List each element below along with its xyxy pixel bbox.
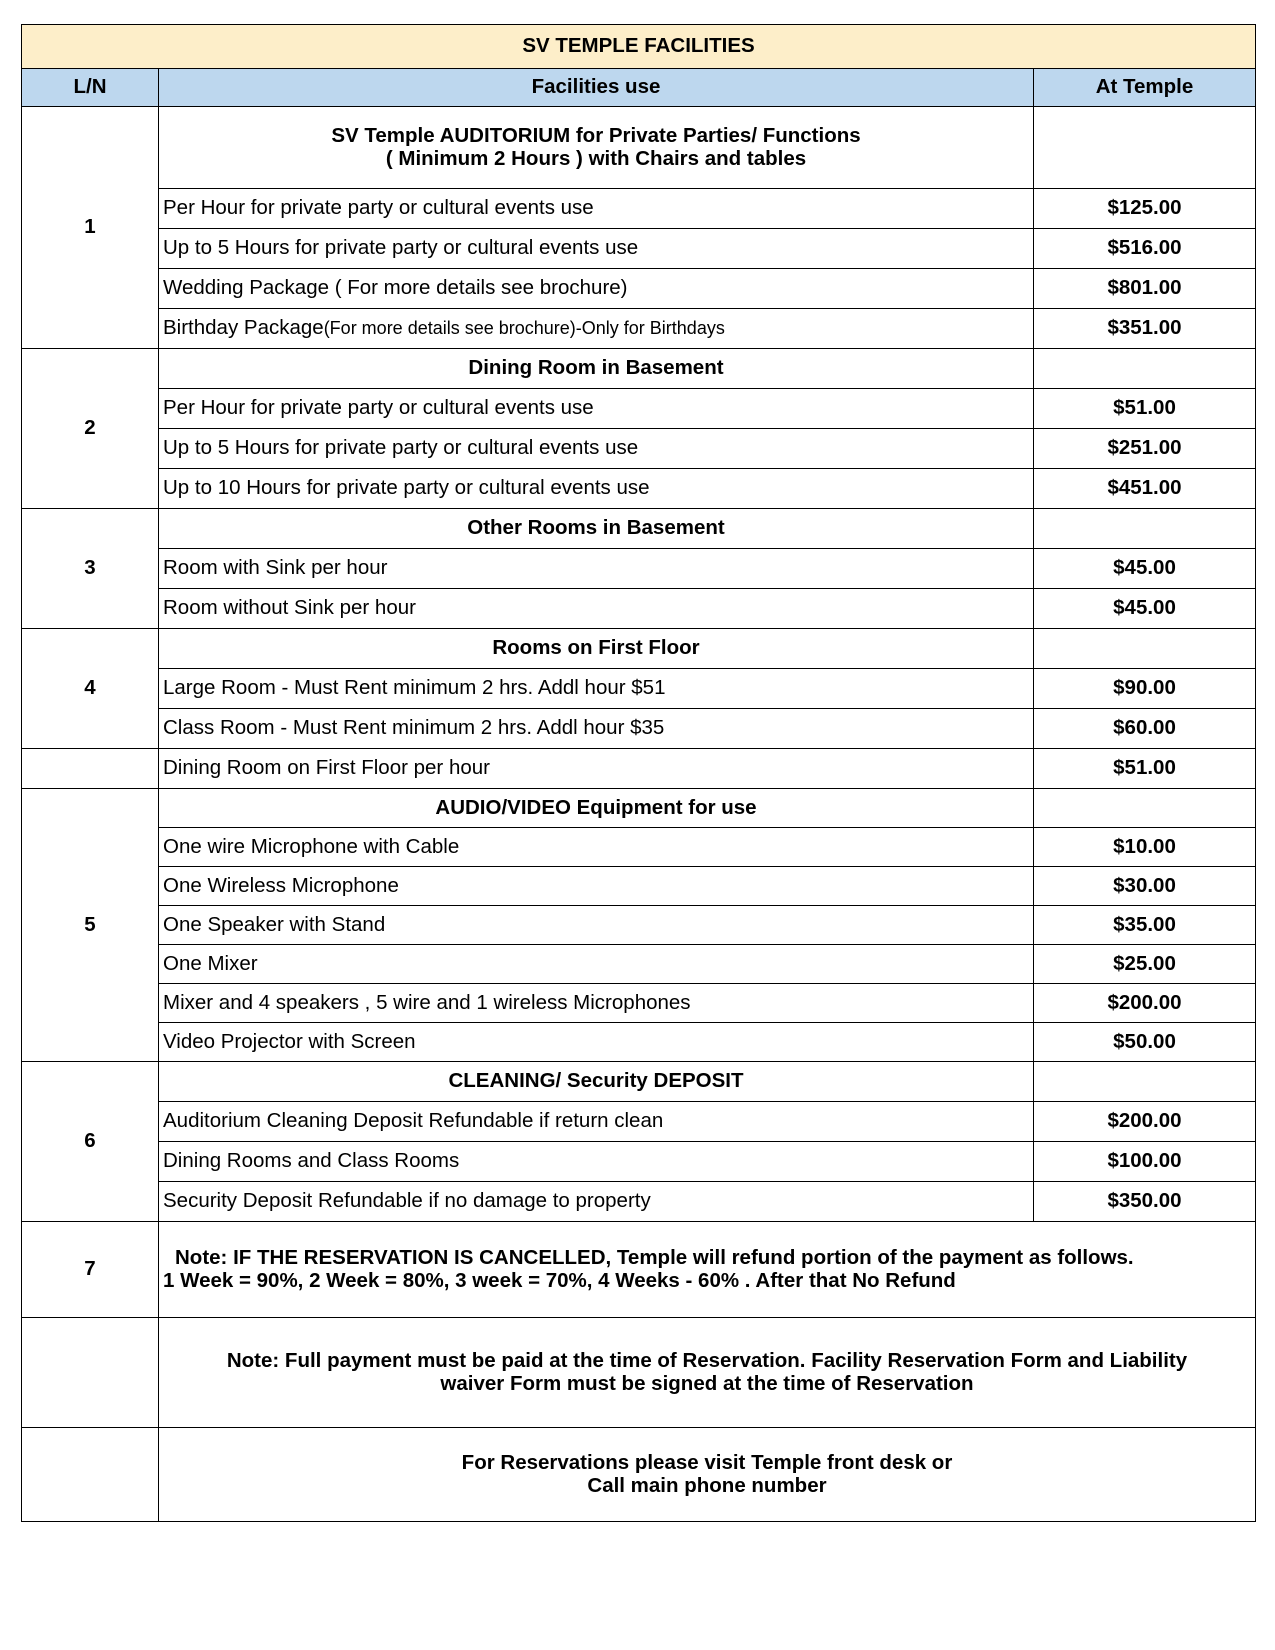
note-7-ln: 7: [22, 1222, 159, 1318]
page-title: SV TEMPLE FACILITIES: [22, 25, 1256, 69]
section-4-ln: 4: [22, 629, 159, 749]
section-2-ln: 2: [22, 349, 159, 509]
item-price: $90.00: [1034, 669, 1256, 709]
section-1-banner-row: [22, 107, 1256, 189]
section-3-ln: 3: [22, 509, 159, 629]
item-price: $35.00: [1034, 906, 1256, 945]
reservations-note: [159, 1428, 1256, 1522]
item-price: $100.00: [1034, 1142, 1256, 1182]
item-description: Per Hour for private party or cultural events use: [159, 189, 1034, 229]
column-header-ln: L/N: [22, 69, 159, 107]
section-6-ln: 6: [22, 1062, 159, 1222]
table-row: [22, 469, 1256, 509]
item-price: $50.00: [1034, 1023, 1256, 1062]
item-price: $251.00: [1034, 429, 1256, 469]
item-price: $200.00: [1034, 984, 1256, 1023]
table-row: [22, 945, 1256, 984]
section-3-heading-row: [22, 509, 1256, 549]
section-4-heading-price-blank: [1034, 629, 1256, 669]
table-row: [22, 828, 1256, 867]
item-price: $45.00: [1034, 549, 1256, 589]
section-4-heading: Rooms on First Floor: [159, 629, 1034, 669]
section-5-heading: AUDIO/VIDEO Equipment for use: [159, 789, 1034, 828]
column-header-facilities-use: Facilities use: [159, 69, 1034, 107]
item-price: $451.00: [1034, 469, 1256, 509]
item-description-note: (For more details see brochure)-Only for Birthdays: [323, 318, 725, 339]
item-description: Security Deposit Refundable if no damage to property: [159, 1182, 1034, 1222]
item-description: Room without Sink per hour: [159, 589, 1034, 629]
cancellation-note-line1: Note: IF THE RESERVATION IS CANCELLED, Temple will refund portion of the payment as follows.: [175, 1245, 1134, 1269]
section-6-heading: CLEANING/ Security DEPOSIT: [159, 1062, 1034, 1102]
item-description: Up to 10 Hours for private party or cultural events use: [159, 469, 1034, 509]
item-price: $125.00: [1034, 189, 1256, 229]
table-row: [22, 189, 1256, 229]
item-description: Mixer and 4 speakers , 5 wire and 1 wireless Microphones: [159, 984, 1034, 1023]
item-description: Room with Sink per hour: [159, 549, 1034, 589]
table-row: [22, 669, 1256, 709]
table-row: [22, 549, 1256, 589]
item-description: Dining Rooms and Class Rooms: [159, 1142, 1034, 1182]
section-1-banner-line2: ( Minimum 2 Hours ) with Chairs and tables: [385, 146, 807, 170]
facilities-table: [21, 24, 1256, 1522]
section-1-banner-line1: SV Temple AUDITORIUM for Private Parties/ Functions: [331, 123, 861, 147]
table-row: [22, 389, 1256, 429]
section-1-banner-price-blank: [1034, 107, 1256, 189]
item-description: Up to 5 Hours for private party or cultural events use: [159, 229, 1034, 269]
section-1-banner: [159, 107, 1034, 189]
item-description: Video Projector with Screen: [159, 1023, 1034, 1062]
table-row: [22, 1142, 1256, 1182]
item-price: $10.00: [1034, 828, 1256, 867]
section-6-heading-row: [22, 1062, 1256, 1102]
item-price: $801.00: [1034, 269, 1256, 309]
table-row: [22, 589, 1256, 629]
item-price: $516.00: [1034, 229, 1256, 269]
section-5-ln: 5: [22, 789, 159, 1062]
ln-blank: [22, 1428, 159, 1522]
table-row: [22, 906, 1256, 945]
item-description: One wire Microphone with Cable: [159, 828, 1034, 867]
column-header-at-temple: At Temple: [1034, 69, 1256, 107]
item-description: One Mixer: [159, 945, 1034, 984]
table-row: [22, 309, 1256, 349]
section-3-heading-price-blank: [1034, 509, 1256, 549]
cancellation-note: [159, 1222, 1256, 1318]
ln-blank: [22, 749, 159, 789]
ln-blank: [22, 1318, 159, 1428]
table-row: [22, 429, 1256, 469]
payment-note-line2: waiver Form must be signed at the time of Reservation: [440, 1371, 974, 1395]
table-row: [22, 709, 1256, 749]
payment-note-row: [22, 1318, 1256, 1428]
item-price: $60.00: [1034, 709, 1256, 749]
item-price: $350.00: [1034, 1182, 1256, 1222]
reservations-line2: Call main phone number: [587, 1473, 827, 1497]
item-price: $51.00: [1034, 749, 1256, 789]
table-row: [22, 984, 1256, 1023]
item-description: Wedding Package ( For more details see brochure): [159, 269, 1034, 309]
item-price: $200.00: [1034, 1102, 1256, 1142]
item-description: One Speaker with Stand: [159, 906, 1034, 945]
item-description: Class Room - Must Rent minimum 2 hrs. Addl hour $35: [159, 709, 1034, 749]
cancellation-note-row: [22, 1222, 1256, 1318]
item-description: Per Hour for private party or cultural events use: [159, 389, 1034, 429]
section-1-ln: 1: [22, 107, 159, 349]
item-description: One Wireless Microphone: [159, 867, 1034, 906]
section-5-heading-row: [22, 789, 1256, 828]
item-description-main: Birthday Package: [163, 316, 324, 340]
item-description: Auditorium Cleaning Deposit Refundable if return clean: [159, 1102, 1034, 1142]
item-price: $45.00: [1034, 589, 1256, 629]
section-5-heading-price-blank: [1034, 789, 1256, 828]
table-row: [22, 1182, 1256, 1222]
reservations-line1: For Reservations please visit Temple front desk or: [461, 1450, 953, 1474]
item-price: $25.00: [1034, 945, 1256, 984]
item-price: $30.00: [1034, 867, 1256, 906]
table-header-row: [22, 69, 1256, 107]
table-row: [22, 1102, 1256, 1142]
table-row: [22, 749, 1256, 789]
table-row: [22, 867, 1256, 906]
section-2-heading-price-blank: [1034, 349, 1256, 389]
table-row: [22, 229, 1256, 269]
item-price: $351.00: [1034, 309, 1256, 349]
reservations-row: [22, 1428, 1256, 1522]
table-title-row: [22, 25, 1256, 69]
item-description: Up to 5 Hours for private party or cultural events use: [159, 429, 1034, 469]
section-3-heading: Other Rooms in Basement: [159, 509, 1034, 549]
section-6-heading-price-blank: [1034, 1062, 1256, 1102]
cancellation-note-line2: 1 Week = 90%, 2 Week = 80%, 3 week = 70%, 4 Weeks - 60% . After that No Refund: [163, 1268, 956, 1292]
item-description: [159, 309, 1034, 349]
item-description: Dining Room on First Floor per hour: [159, 749, 1034, 789]
section-2-heading: Dining Room in Basement: [159, 349, 1034, 389]
payment-note-line1: Note: Full payment must be paid at the time of Reservation. Facility Reservation Form and Liability: [226, 1348, 1188, 1372]
table-row: [22, 269, 1256, 309]
item-description: Large Room - Must Rent minimum 2 hrs. Addl hour $51: [159, 669, 1034, 709]
section-4-heading-row: [22, 629, 1256, 669]
payment-note: [159, 1318, 1256, 1428]
table-row: [22, 1023, 1256, 1062]
item-price: $51.00: [1034, 389, 1256, 429]
section-2-heading-row: [22, 349, 1256, 389]
